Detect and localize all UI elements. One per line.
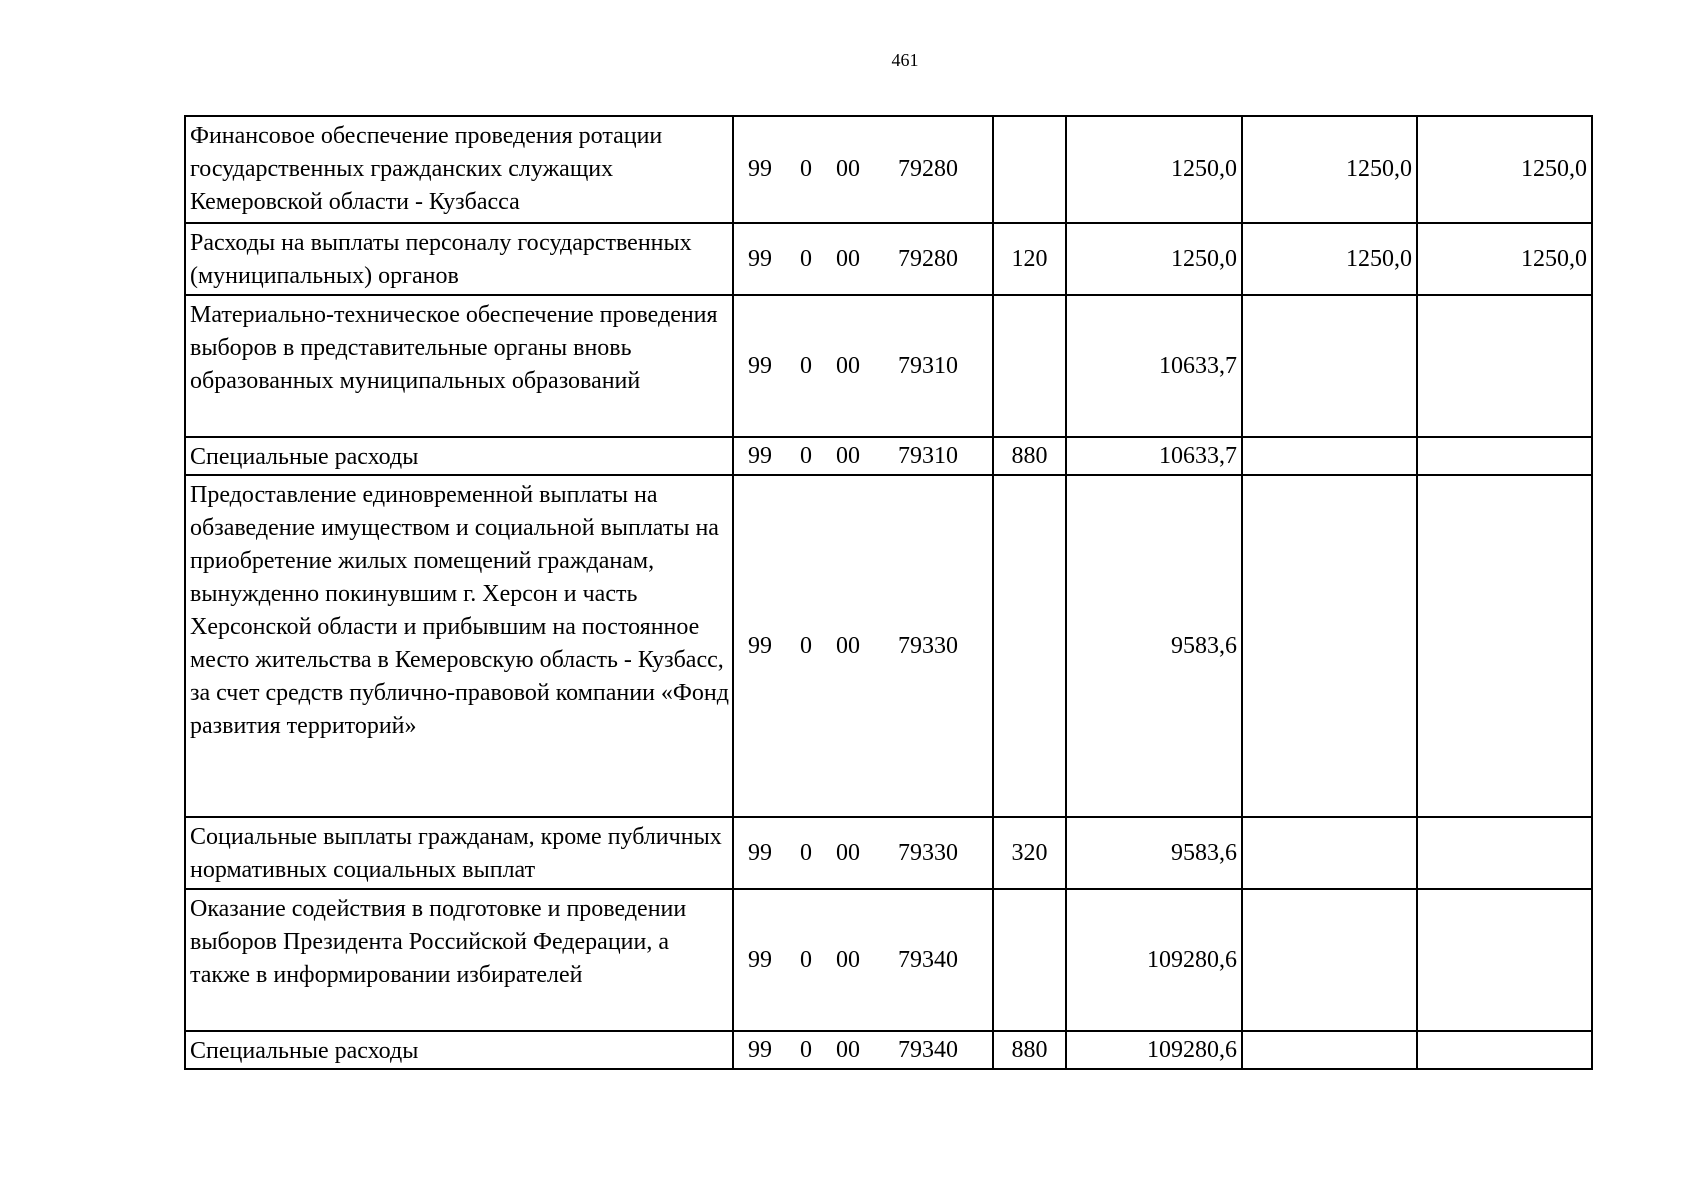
code-group: 00 [836, 352, 860, 379]
code-direction: 79280 [898, 245, 958, 272]
row-value-2 [1242, 817, 1417, 889]
row-value-2 [1242, 437, 1417, 475]
code-subprogram: 0 [800, 352, 812, 379]
row-name: Специальные расходы [185, 1031, 733, 1069]
row-value-1: 1250,0 [1066, 223, 1242, 295]
table-row [185, 1031, 1592, 1069]
row-value-2 [1242, 1031, 1417, 1069]
code-program: 99 [748, 839, 772, 866]
row-value-3 [1417, 295, 1592, 437]
code-direction: 79310 [898, 442, 958, 469]
row-value-2 [1242, 889, 1417, 1031]
row-expense-type [993, 116, 1066, 223]
row-codes [733, 116, 993, 223]
row-codes [733, 295, 993, 437]
code-subprogram: 0 [800, 946, 812, 973]
row-codes [733, 817, 993, 889]
code-direction: 79340 [898, 946, 958, 973]
code-group: 00 [836, 156, 860, 182]
code-group: 00 [836, 245, 860, 272]
table-row [185, 817, 1592, 889]
row-value-3 [1417, 475, 1592, 817]
code-direction: 79330 [898, 839, 958, 866]
table-row [185, 437, 1592, 475]
row-expense-type [993, 889, 1066, 1031]
table-row [185, 116, 1592, 223]
code-subprogram: 0 [800, 245, 812, 272]
code-program: 99 [748, 442, 772, 469]
row-name: Расходы на выплаты персоналу государственных (муниципальных) органов [185, 223, 733, 295]
row-value-1: 9583,6 [1066, 475, 1242, 817]
row-expense-type: 120 [993, 223, 1066, 295]
row-value-2 [1242, 475, 1417, 817]
row-name: Социальные выплаты гражданам, кроме публичных нормативных социальных выплат [185, 817, 733, 889]
code-program: 99 [748, 156, 772, 182]
row-expense-type [993, 475, 1066, 817]
row-value-1: 10633,7 [1066, 437, 1242, 475]
row-name: Материально-техническое обеспечение проведения выборов в представительные органы вновь образованных муниципальных образований [185, 295, 733, 437]
code-program: 99 [748, 245, 772, 272]
row-value-1: 109280,6 [1066, 889, 1242, 1031]
code-subprogram: 0 [800, 632, 812, 659]
row-codes [733, 1031, 993, 1069]
code-group: 00 [836, 946, 860, 973]
code-program: 99 [748, 946, 772, 973]
table-row [185, 223, 1592, 295]
code-subprogram: 0 [800, 442, 812, 469]
code-program: 99 [748, 1036, 772, 1063]
code-direction: 79280 [898, 156, 958, 182]
code-program: 99 [748, 632, 772, 659]
row-expense-type [993, 295, 1066, 437]
row-expense-type: 880 [993, 1031, 1066, 1069]
row-value-2 [1242, 295, 1417, 437]
code-direction: 79310 [898, 352, 958, 379]
row-value-3: 1250,0 [1417, 223, 1592, 295]
budget-table [184, 115, 1593, 1070]
row-name: Финансовое обеспечение проведения ротации государственных гражданских служащих Кемеровской области - Кузбасса [185, 116, 733, 223]
code-program: 99 [748, 352, 772, 379]
code-subprogram: 0 [800, 1036, 812, 1063]
row-value-1: 9583,6 [1066, 817, 1242, 889]
row-codes [733, 223, 993, 295]
table-row [185, 889, 1592, 1031]
row-value-2: 1250,0 [1242, 116, 1417, 223]
code-group: 00 [836, 839, 860, 866]
row-value-3 [1417, 437, 1592, 475]
row-value-3 [1417, 1031, 1592, 1069]
row-codes [733, 437, 993, 475]
table-row [185, 295, 1592, 437]
code-direction: 79330 [898, 632, 958, 659]
row-value-3 [1417, 817, 1592, 889]
row-expense-type: 320 [993, 817, 1066, 889]
row-codes [733, 889, 993, 1031]
row-name: Оказание содействия в подготовке и проведении выборов Президента Российской Федерации, а также в информировании избирателей [185, 889, 733, 1031]
row-value-1: 109280,6 [1066, 1031, 1242, 1069]
code-group: 00 [836, 632, 860, 659]
row-name: Специальные расходы [185, 437, 733, 475]
row-value-3: 1250,0 [1417, 116, 1592, 223]
code-group: 00 [836, 442, 860, 469]
table-row [185, 475, 1592, 817]
row-codes [733, 475, 993, 817]
row-value-2: 1250,0 [1242, 223, 1417, 295]
code-subprogram: 0 [800, 156, 812, 182]
code-direction: 79340 [898, 1036, 958, 1063]
row-value-1: 1250,0 [1066, 116, 1242, 223]
row-value-1: 10633,7 [1066, 295, 1242, 437]
code-group: 00 [836, 1036, 860, 1063]
row-value-3 [1417, 889, 1592, 1031]
page-number: 461 [891, 50, 919, 70]
row-expense-type: 880 [993, 437, 1066, 475]
code-subprogram: 0 [800, 839, 812, 866]
row-name: Предоставление единовременной выплаты на обзаведение имуществом и социальной выплаты на приобретение жилых помещений гражданам, вынужденно покинувшим г. Херсон и часть Херсонской области и прибывшим на постоянное место жительства в Кемеровскую область - Кузбасс, за счет средств публично-правовой компании «Фонд развития территорий» [185, 475, 733, 817]
